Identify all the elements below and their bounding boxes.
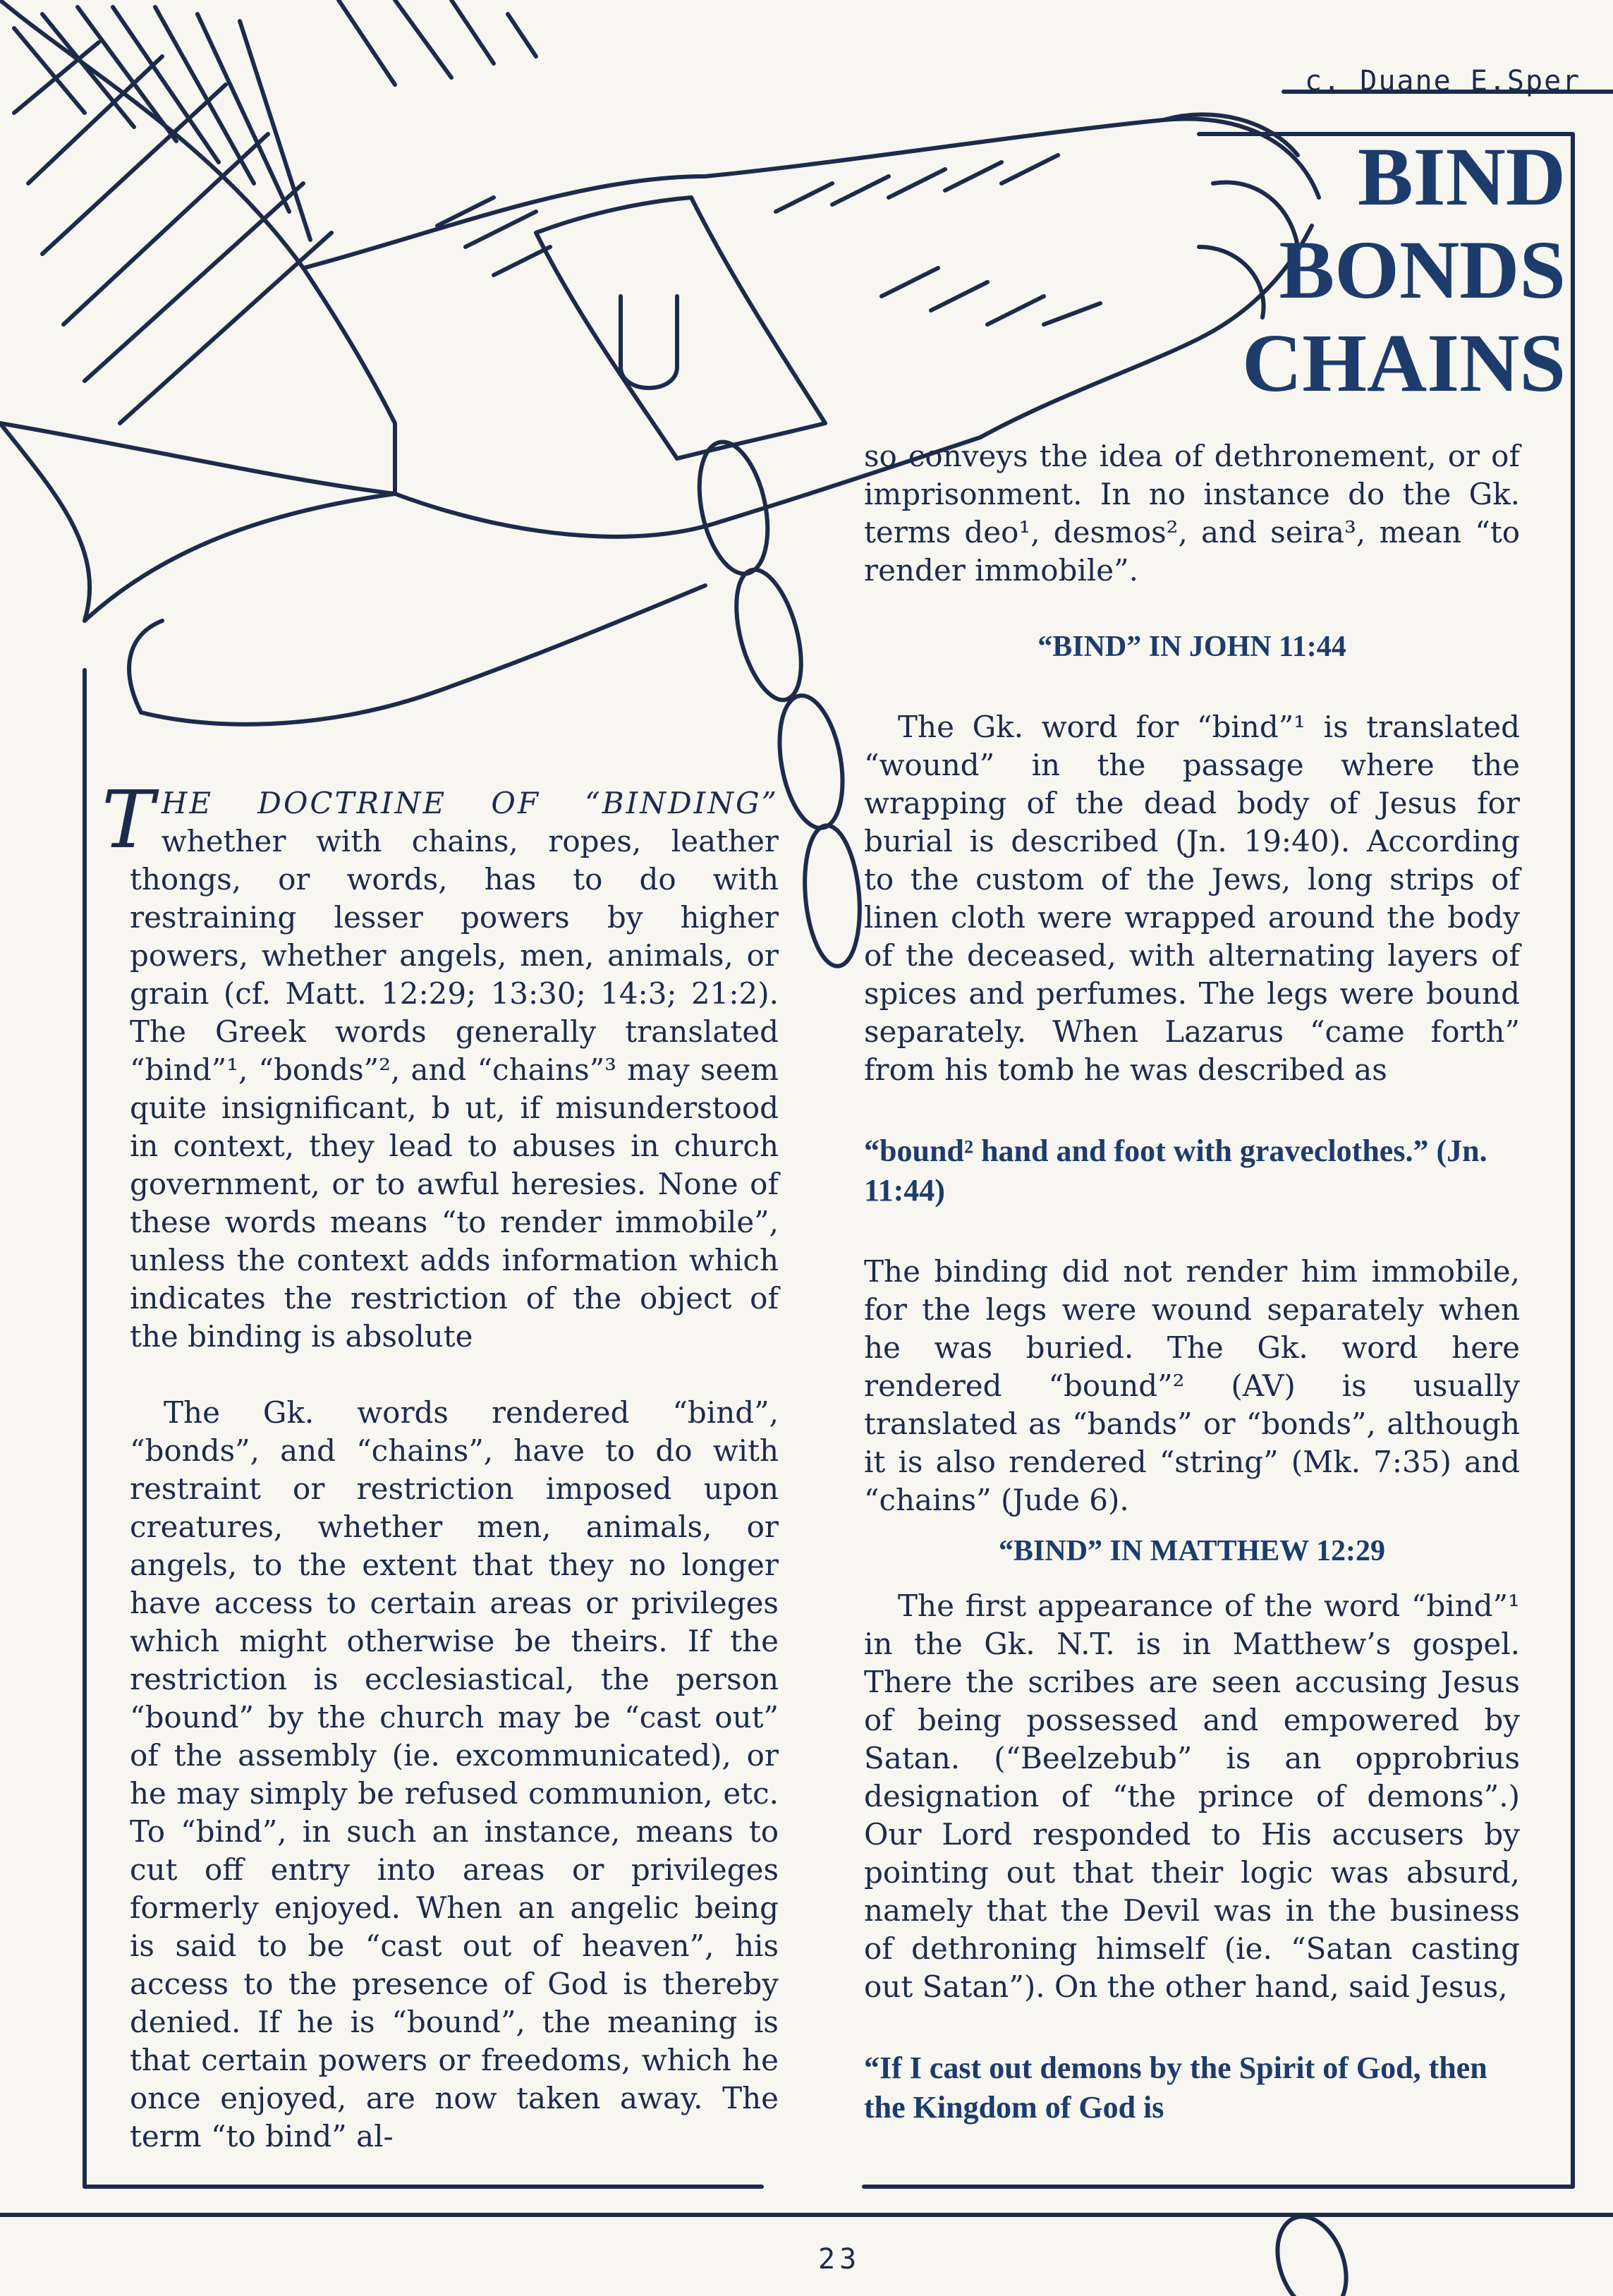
left-column xyxy=(102,775,779,2156)
left-paragraph-1 xyxy=(102,775,779,1356)
right-paragraph-1: so conveys the idea of dethronement, or of imprisonment. In no instance do the Gk. terms deo¹, desmos², and seira³, mean “to render immobile”. xyxy=(864,439,1520,588)
copyright-notice: c. Duane E.Sper xyxy=(1305,65,1581,97)
section-heading-matthew: “BIND” IN MATTHEW 12:29 xyxy=(999,1535,1385,1567)
scripture-quote-matthew: “If I cast out demons by the Spirit of God, then the Kingdom of God is xyxy=(864,2051,1487,2125)
title-line-bind: BIND xyxy=(1357,130,1566,223)
title-line-bonds: BONDS xyxy=(1279,224,1566,316)
left-paragraph-2: The Gk. words rendered “bind”, “bonds”, and “chains”, have to do with restraint or restriction imposed upon creatures, whether men, animals, or angels, to the extent that they no longer have access to certain areas or privileges which might otherwise be theirs. If the restriction is ecclesiastical, the person “bound” by the church may be “cast out” of the assembly (ie. excommunicated), or he may simply be refused communion, etc. To “bind”, in such an instance, means to cut off entry into areas or privileges formerly enjoyed. When an angelic being is said to be “cast out of heaven”, his access to the presence of God is thereby denied. If he is “bound”, the meaning is that certain powers or freedoms, which he once enjoyed, are now taken away. The term “to bind” al- xyxy=(130,1395,779,2154)
page-title xyxy=(1199,130,1566,410)
right-column xyxy=(864,437,1520,2127)
scripture-quote-john: “bound² hand and foot with graveclothes.” (Jn. 11:44) xyxy=(864,1134,1487,1208)
left-paragraph-1-text: whether with chains, ropes, leather thongs, or words, has to do with restraining lesser powers by higher powers, whether angels, men, animals, or grain (cf. Matt. 12:29; 13:30; 14:3; 21:2). The Greek words generally translated “bind”¹, “bonds”², and “chains”³ may seem quite insignificant, b ut, if misunderstood in context, they lead to abuses in church government, or to awful heresies. None of these words means “to render immobile”, unless the context adds information which indicates the restriction of the object of the binding is absolute xyxy=(130,824,779,1354)
right-paragraph-2: The Gk. word for “bind”¹ is translated “wound” in the passage where the wrapping of the dead body of Jesus for burial is described (Jn. 19:40). According to the custom of the Jews, long strips of linen cloth were wrapped around the body of the deceased, with alternating layers of spices and perfumes. The legs were bound separately. When Lazarus “came forth” from his tomb he was described as xyxy=(864,710,1520,1087)
title-line-chains: CHAINS xyxy=(1242,317,1566,409)
section-heading-john: “BIND” IN JOHN 11:44 xyxy=(1037,631,1346,663)
drop-cap: T xyxy=(102,775,154,866)
right-paragraph-3: The binding did not render him immobile, for the legs were wound separately when he was buried. The Gk. word here rendered “bound”² (AV) is usually translated as “bands” or “bonds”, although it is also rendered “string” (Mk. 7:35) and “chains” (Jude 6). xyxy=(864,1254,1520,1517)
lead-in: HE DOCTRINE OF “BINDING” xyxy=(161,786,779,820)
page-number: 23 xyxy=(818,2243,861,2276)
right-paragraph-4: The first appearance of the word “bind”¹ in the Gk. N.T. is in Matthew’s gospel. There the scribes are seen accusing Jesus of being possessed and empowered by Satan. (“Beelzebub” is an opprobrius designation of “the prince of demons”.) Our Lord responded to His accusers by pointing out that their logic was absurd, namely that the Devil was in the business of dethroning himself (ie. “Satan casting out Satan”). On the other hand, said Jesus, xyxy=(864,1589,1520,2004)
